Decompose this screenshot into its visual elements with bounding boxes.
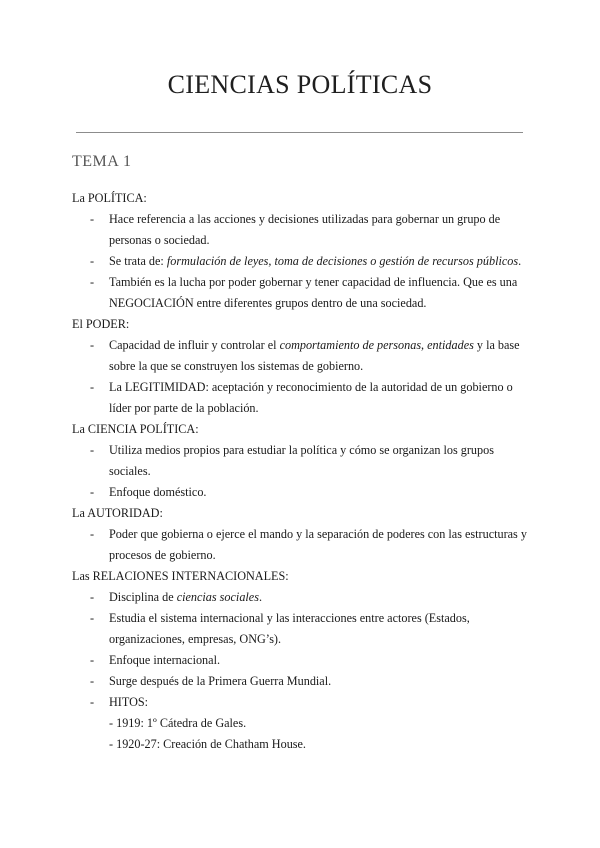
- bullet-item: - Enfoque doméstico.: [72, 482, 532, 503]
- bullet-dash: -: [90, 527, 95, 541]
- bullet-dash: -: [90, 212, 95, 226]
- document-title: CIENCIAS POLÍTICAS: [167, 70, 433, 99]
- bullet-dash: -: [90, 674, 95, 688]
- document-body: [72, 188, 532, 755]
- bullet-dash: -: [90, 653, 95, 667]
- title-divider: [76, 132, 523, 133]
- section-label-relaciones-internacionales: Las RELACIONES INTERNACIONALES:: [72, 569, 289, 583]
- bullet-item: - Capacidad de influir y controlar el comportamiento de personas, entidades y la base sobre la que se construyen los sistemas de gobierno.: [72, 335, 532, 377]
- bullet-item: - Enfoque internacional.: [72, 650, 532, 671]
- bullet-item: - Disciplina de ciencias sociales.: [72, 587, 532, 608]
- bullet-dash: -: [90, 695, 95, 709]
- bullet-item: - Surge después de la Primera Guerra Mundial.: [72, 671, 532, 692]
- bullet-dash: -: [90, 254, 95, 268]
- bullet-item: - También es la lucha por poder gobernar y tener capacidad de influencia. Que es una NEGOCIACIÓN entre diferentes grupos dentro de una sociedad.: [72, 272, 532, 314]
- bullet-dash: -: [90, 611, 95, 625]
- bullet-dash: -: [90, 485, 95, 499]
- section-heading: TEMA 1: [72, 153, 132, 170]
- section-label-politica: La POLÍTICA:: [72, 191, 147, 205]
- bullet-dash: -: [90, 275, 95, 289]
- bullet-dash: -: [90, 590, 95, 604]
- bullet-item: - HITOS:: [72, 692, 532, 713]
- bullet-item: - La LEGITIMIDAD: aceptación y reconocimiento de la autoridad de un gobierno o líder por parte de la población.: [72, 377, 532, 419]
- bullet-item: - Se trata de: formulación de leyes, toma de decisiones o gestión de recursos públicos.: [72, 251, 532, 272]
- section-label-poder: El PODER:: [72, 317, 130, 331]
- bullet-item: - Poder que gobierna o ejerce el mando y la separación de poderes con las estructuras y procesos de gobierno.: [72, 524, 532, 566]
- sub-item: - 1920-27: Creación de Chatham House.: [109, 737, 306, 751]
- bullet-dash: -: [90, 443, 95, 457]
- bullet-item: - Estudia el sistema internacional y las interacciones entre actores (Estados, organizaciones, empresas, ONG’s).: [72, 608, 532, 650]
- sub-item: - 1919: 1º Cátedra de Gales.: [109, 716, 247, 730]
- section-label-ciencia-politica: La CIENCIA POLÍTICA:: [72, 422, 199, 436]
- bullet-item: - Hace referencia a las acciones y decisiones utilizadas para gobernar un grupo de personas o sociedad.: [72, 209, 532, 251]
- bullet-dash: -: [90, 380, 95, 394]
- bullet-item: - Utiliza medios propios para estudiar la política y cómo se organizan los grupos sociales.: [72, 440, 532, 482]
- bullet-dash: -: [90, 338, 95, 352]
- section-label-autoridad: La AUTORIDAD:: [72, 506, 163, 520]
